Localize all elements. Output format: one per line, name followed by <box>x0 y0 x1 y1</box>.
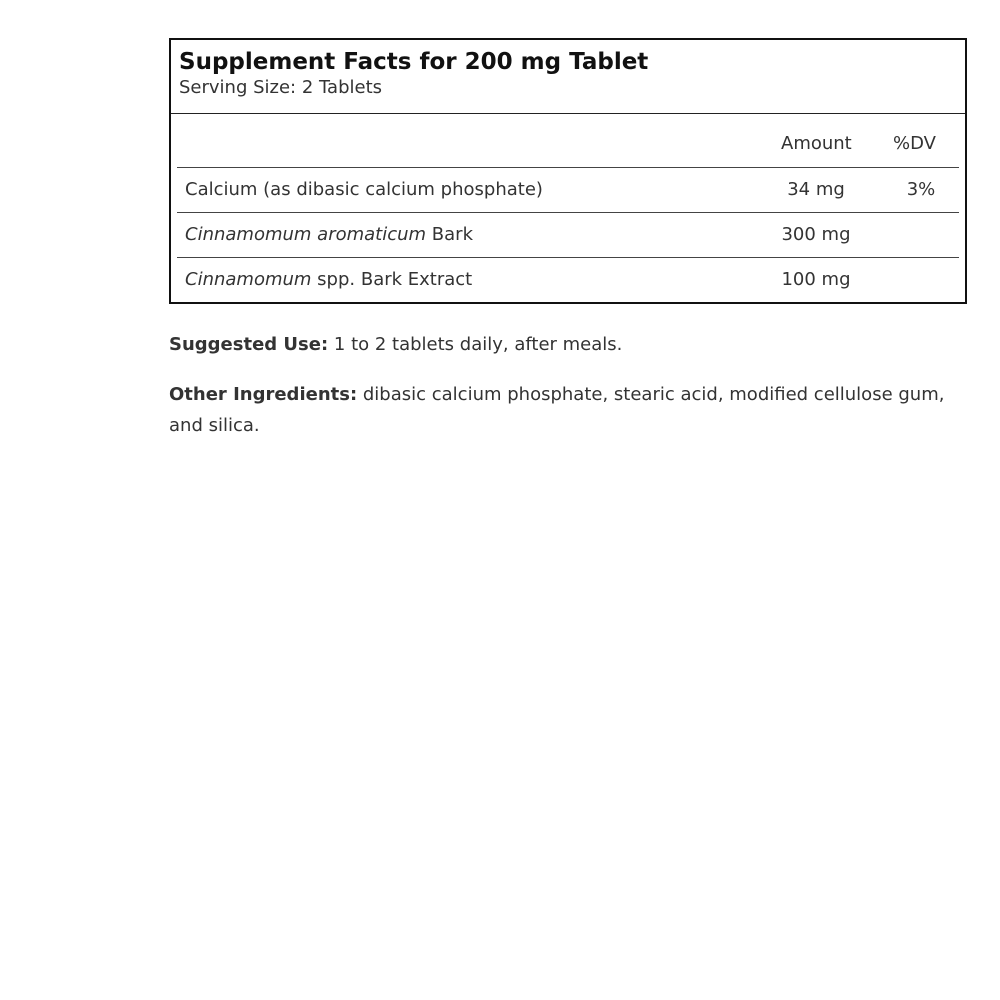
ingredient-name-italic: Cinnamomum <box>185 269 312 290</box>
ingredient-amount: 34 mg <box>787 179 845 200</box>
ingredient-dv: 3% <box>906 179 936 200</box>
table-header-row <box>177 114 959 168</box>
suggested-use-text: 1 to 2 tablets daily, after meals. <box>328 334 623 355</box>
ingredient-name: Calcium (as dibasic calcium phosphate) <box>185 179 543 200</box>
table-row <box>177 258 959 306</box>
suggested-use-paragraph <box>169 329 969 360</box>
other-ingredients-label: Other Ingredients: <box>169 384 358 405</box>
ingredient-name <box>185 224 473 246</box>
ingredient-name-italic: Cinnamomum aromaticum <box>185 224 427 245</box>
ingredient-amount: 100 mg <box>781 269 851 290</box>
ingredient-name <box>185 269 472 291</box>
suggested-use-label: Suggested Use: <box>169 334 329 355</box>
facts-title: Supplement Facts for 200 mg Tablet <box>179 49 649 75</box>
dv-column-header: %DV <box>893 133 936 154</box>
supplement-facts-panel <box>169 38 967 304</box>
ingredient-name-rest: spp. Bark Extract <box>311 269 473 290</box>
table-row <box>177 168 959 213</box>
other-ingredients-paragraph <box>169 379 969 441</box>
serving-size: Serving Size: 2 Tablets <box>179 77 383 98</box>
ingredient-amount: 300 mg <box>781 224 851 245</box>
facts-table <box>177 114 959 306</box>
facts-header <box>171 40 965 114</box>
other-ingredients-text: dibasic calcium phosphate, stearic acid, modified cellulose gum, and silica. <box>169 384 945 436</box>
table-row <box>177 213 959 258</box>
amount-column-header: Amount <box>781 133 852 154</box>
ingredient-name-rest: Bark <box>426 224 474 245</box>
